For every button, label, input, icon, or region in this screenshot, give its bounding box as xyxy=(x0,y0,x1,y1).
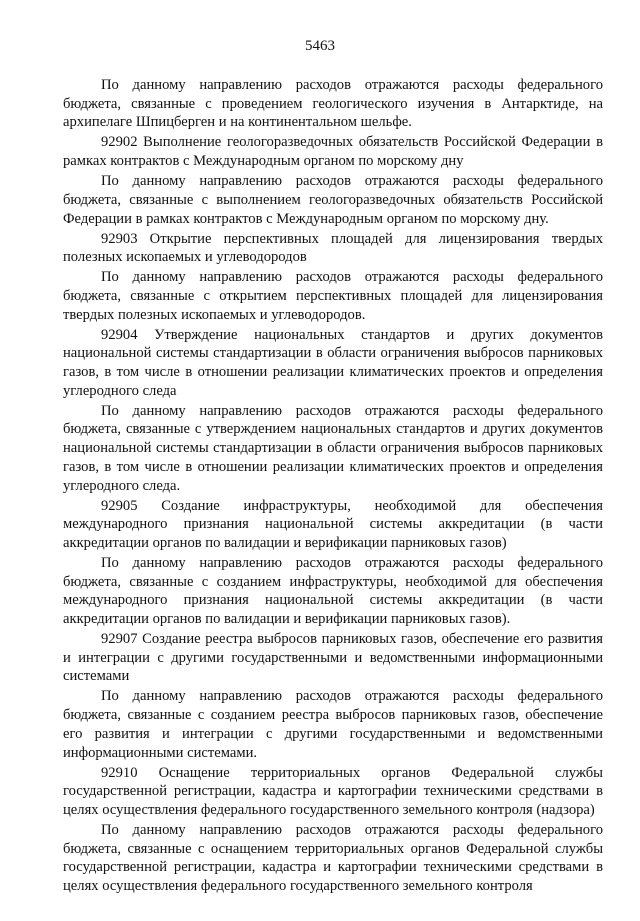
paragraph-heading-92903: 92903 Открытие перспективных площадей для лицензирования твердых полезных ископаемых и углеводородов xyxy=(63,230,603,266)
paragraph-heading-92902: 92902 Выполнение геологоразведочных обязательств Российской Федерации в рамках контрактов с Международным органом по морскому дну xyxy=(63,134,603,170)
paragraph-description: По данному направлению расходов отражаются расходы федерального бюджета, связанные с созданием инфраструктуры, необходимой для обеспечения международного признания национальной системы аккредитации (в части аккредитации органов по валидации и верификации парниковых газов). xyxy=(63,554,603,628)
paragraph-description: По данному направлению расходов отражаются расходы федерального бюджета, связанные с выполнением геологоразведочных обязательств Российской Федерации в рамках контрактов с Международным органом по морскому дну. xyxy=(63,173,603,227)
paragraph-description: По данному направлению расходов отражаются расходы федерального бюджета, связанные с утверждением национальных стандартов и других документов национальной системы стандартизации в области ограничения выбросов парниковых газов, в том числе в отношении реализации климатических проектов и определения углеродного следа. xyxy=(63,402,603,494)
paragraph-heading-92910: 92910 Оснащение территориальных органов Федеральной службы государственной регистрации, кадастра и картографии техническими средствами в целях осуществления федерального государственного земельного контроля (надзора) xyxy=(63,764,603,818)
paragraph-description: По данному направлению расходов отражаются расходы федерального бюджета, связанные с проведением геологического изучения в Антарктиде, на архипелаге Шпицберген и на континентальном шельфе. xyxy=(63,77,603,131)
paragraph-heading-92907: 92907 Создание реестра выбросов парниковых газов, обеспечение его развития и интеграции с другими государственными и ведомственными информационными системами xyxy=(63,631,603,685)
paragraph-description: По данному направлению расходов отражаются расходы федерального бюджета, связанные с созданием реестра выбросов парниковых газов, обеспечение его развития и интеграции с другими государственными и ведомственными информационными системами. xyxy=(63,688,603,761)
document-body xyxy=(63,76,603,897)
paragraph-description: По данному направлению расходов отражаются расходы федерального бюджета, связанные с оснащением территориальных органов Федеральной службы государственной регистрации, кадастра и картографии техническими средствами в целях осуществления федерального государственного земельного контроля xyxy=(63,821,603,895)
page-number: 5463 xyxy=(305,38,335,54)
paragraph-description: По данному направлению расходов отражаются расходы федерального бюджета, связанные с открытием перспективных площадей для лицензирования твердых полезных ископаемых и углеводородов. xyxy=(63,269,603,323)
paragraph-heading-92905: 92905 Создание инфраструктуры, необходимой для обеспечения международного признания национальной системы аккредитации (в части аккредитации органов по валидации и верификации парниковых газов) xyxy=(63,497,603,551)
paragraph-heading-92904: 92904 Утверждение национальных стандартов и других документов национальной системы стандартизации в области ограничения выбросов парниковых газов, в том числе в отношении реализации климатических проектов и определения углеродного следа xyxy=(63,326,603,399)
